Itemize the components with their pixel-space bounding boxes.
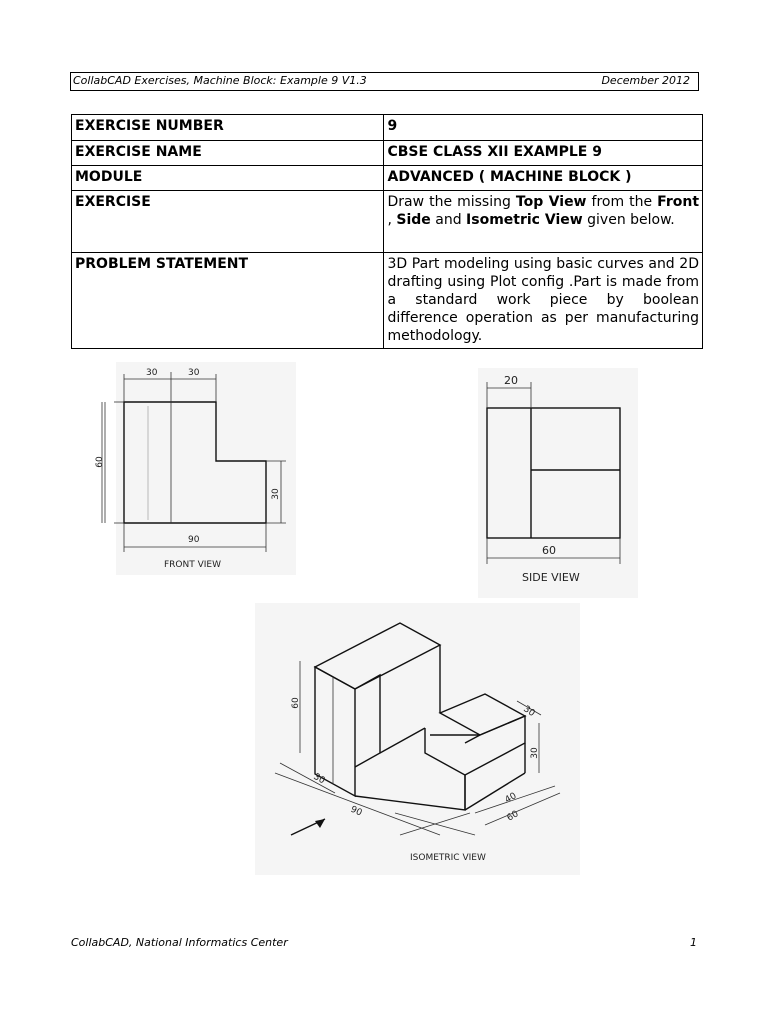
problem-statement-value: 3D Part modeling using basic curves and 2D drafting using Plot config .Part is made from a standard work piece by boolean difference operation as per manufacturing methodology. — [384, 253, 703, 349]
side-view-drawing — [478, 368, 638, 598]
side-dim-60: 60 — [542, 544, 556, 557]
exercise-number-value: 9 — [384, 115, 703, 141]
iso-dim-60: 60 — [291, 697, 301, 709]
exercise-text-top-view: Top View — [515, 194, 587, 210]
exercise-text-1: Draw the missing — [387, 194, 516, 210]
iso-dim-60-width: 60 — [505, 809, 521, 824]
front-dim-90: 90 — [188, 535, 200, 545]
header-date: December 2012 — [601, 74, 690, 87]
exercise-text-side: Side — [396, 212, 431, 228]
front-dim-30-right: 30 — [188, 368, 200, 378]
isometric-view-drawing — [255, 603, 580, 875]
iso-dim-30-depth: 30 — [521, 704, 537, 720]
exercise-name-label: EXERCISE NAME — [72, 141, 384, 166]
exercise-number-label: EXERCISE NUMBER — [72, 115, 384, 141]
exercise-text-iso: Isometric View — [466, 212, 583, 228]
front-view-caption: FRONT VIEW — [164, 560, 222, 570]
header-title: CollabCAD Exercises, Machine Block: Example 9 V1.3 — [73, 74, 367, 87]
page-header — [70, 72, 699, 91]
iso-dim-30-front: 30 — [311, 771, 327, 787]
footer-left: CollabCAD, National Informatics Center — [71, 936, 288, 949]
iso-view-caption: ISOMETRIC VIEW — [410, 853, 486, 863]
exercise-name-value: CBSE CLASS XII EXAMPLE 9 — [384, 141, 703, 166]
side-view-caption: SIDE VIEW — [522, 571, 580, 584]
iso-dim-90: 90 — [348, 804, 364, 819]
front-dim-30-left: 30 — [146, 368, 158, 378]
exercise-text-front: Front — [657, 194, 700, 210]
iso-dim-40: 40 — [503, 791, 519, 806]
exercise-label: EXERCISE — [72, 191, 384, 253]
exercise-value — [384, 191, 703, 253]
exercise-text-4: and — [430, 212, 467, 228]
exercise-text-5: given below. — [582, 212, 675, 228]
front-view-drawing — [95, 362, 296, 575]
module-label: MODULE — [72, 166, 384, 191]
exercise-text-2: from the — [586, 194, 658, 210]
problem-statement-label: PROBLEM STATEMENT — [72, 253, 384, 349]
front-dim-60: 60 — [95, 456, 105, 468]
exercise-text-3: , — [387, 212, 397, 228]
module-value: ADVANCED ( MACHINE BLOCK ) — [384, 166, 703, 191]
page-number: 1 — [690, 936, 697, 949]
side-dim-20: 20 — [504, 374, 518, 387]
front-dim-30-height: 30 — [271, 488, 281, 500]
exercise-table — [71, 114, 703, 349]
iso-dim-30-height: 30 — [530, 747, 540, 759]
